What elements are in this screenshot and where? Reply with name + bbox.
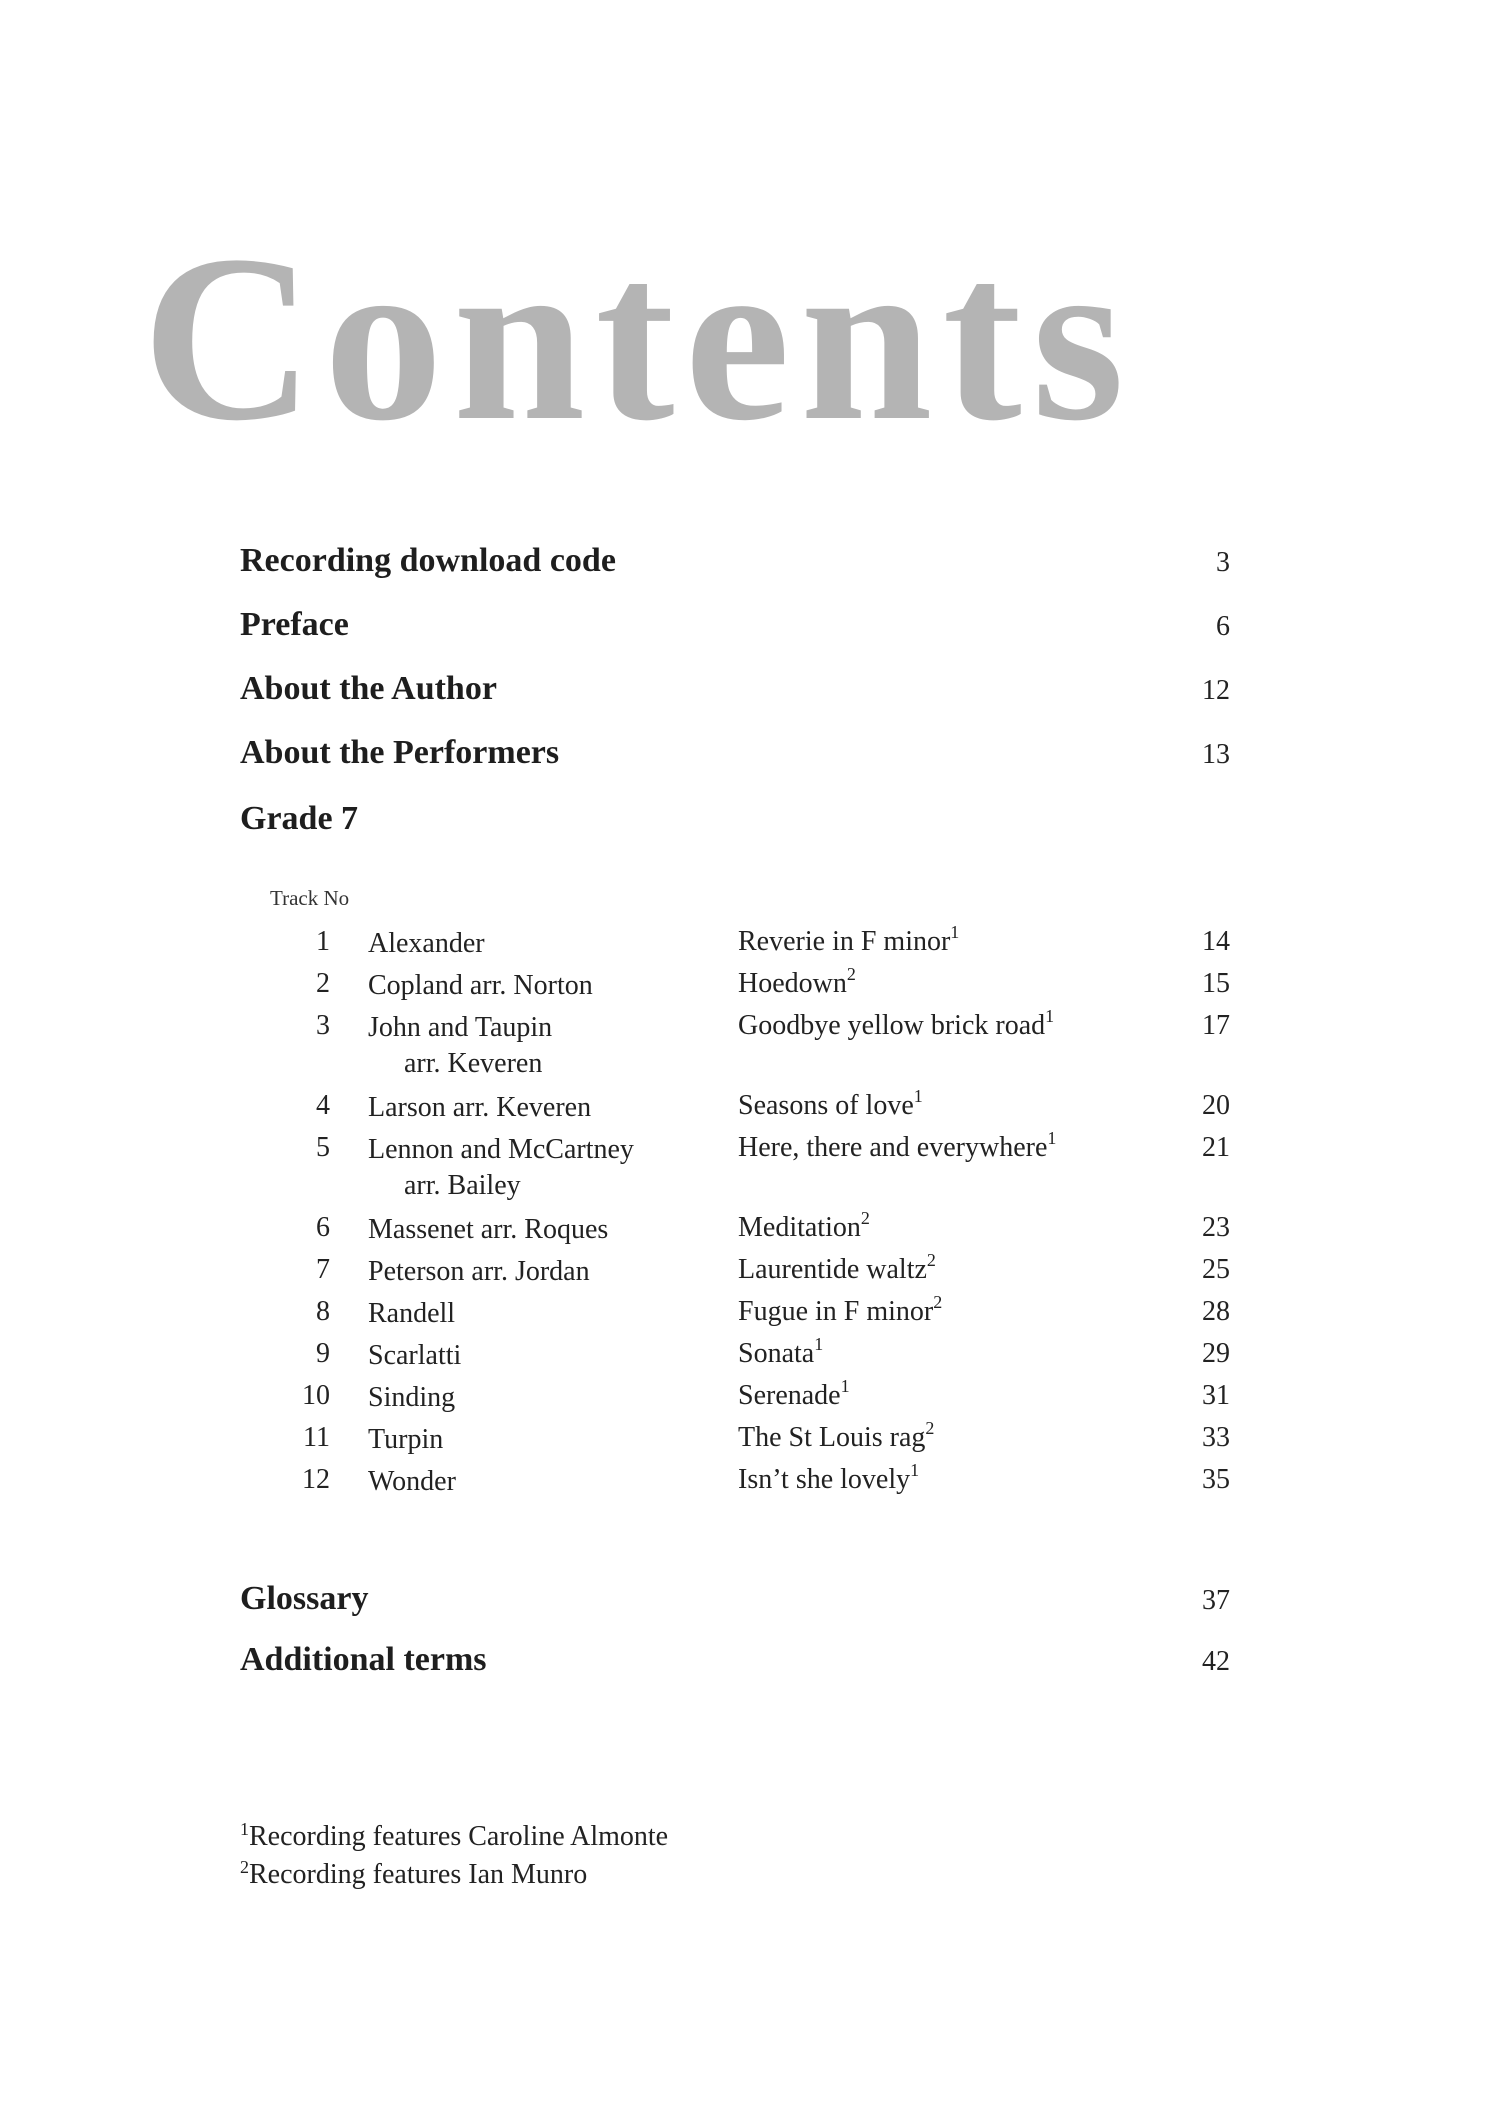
track-row[interactable] [0, 1418, 1500, 1464]
track-arranger: arr. Bailey [404, 1170, 521, 1201]
toc-entry-additional-terms[interactable] [240, 1641, 1230, 1679]
track-row[interactable] [0, 964, 1500, 1010]
track-number: 10 [302, 1380, 330, 1411]
track-page: 31 [1202, 1380, 1230, 1411]
track-piece: Isn’t she lovely$^1$ [738, 1460, 920, 1495]
footnotes [240, 1818, 668, 1894]
track-row[interactable] [0, 1376, 1500, 1422]
track-composer: Scarlatti [368, 1340, 462, 1371]
footnote-mark: 2 [846, 964, 856, 984]
toc-entry-label: Recording download code [240, 542, 616, 579]
track-number: 5 [316, 1132, 330, 1163]
track-composer: John and Taupin arr. Keveren [368, 1010, 728, 1082]
track-page: 25 [1202, 1254, 1230, 1285]
track-row[interactable] [0, 922, 1500, 968]
footnote [240, 1856, 668, 1894]
track-piece: Laurentide waltz$^2$ [738, 1250, 936, 1285]
track-number-header: Track No [270, 886, 350, 910]
footnote-text: Recording features Ian Munro [249, 1859, 588, 1890]
track-page: 20 [1202, 1090, 1230, 1121]
grade-heading: Grade 7 [240, 800, 359, 837]
track-composer: Wonder [368, 1466, 456, 1497]
track-number: 2 [316, 968, 330, 999]
track-number: 11 [303, 1422, 330, 1453]
track-row[interactable] [0, 1334, 1500, 1380]
footnote-mark: 2 [926, 1250, 936, 1270]
toc-entry-preface[interactable] [240, 606, 1230, 644]
track-page: 23 [1202, 1212, 1230, 1243]
track-composer: Alexander [368, 928, 485, 959]
track-number: 6 [316, 1212, 330, 1243]
footnote-text: Recording features Caroline Almonte [249, 1821, 669, 1852]
track-page: 14 [1202, 926, 1230, 957]
track-composer: Randell [368, 1298, 456, 1329]
track-row[interactable] [0, 1292, 1500, 1338]
toc-entry-label: Preface [240, 606, 349, 643]
footnote-mark: 1 [240, 1819, 249, 1839]
track-piece: Fugue in F minor$^2$ [738, 1292, 943, 1327]
toc-entry-page: 12 [1202, 675, 1230, 706]
track-piece: Serenade$^1$ [738, 1376, 850, 1411]
track-page: 33 [1202, 1422, 1230, 1453]
toc-entry-about-the-author[interactable] [240, 670, 1230, 708]
track-number: 3 [316, 1010, 330, 1041]
toc-entry-page: 6 [1216, 611, 1230, 642]
footnote-mark: 1 [814, 1334, 824, 1354]
toc-entry-label: Glossary [240, 1580, 369, 1617]
footnote-mark: 2 [933, 1292, 943, 1312]
track-page: 28 [1202, 1296, 1230, 1327]
track-row[interactable] [0, 1460, 1500, 1506]
track-page: 17 [1202, 1010, 1230, 1041]
track-composer: Massenet arr. Roques [368, 1214, 609, 1245]
footnote-mark: 1 [1047, 1128, 1057, 1148]
footnote-mark: 2 [240, 1857, 249, 1877]
toc-entry-page: 37 [1202, 1585, 1230, 1616]
toc-entry-page: 42 [1202, 1646, 1230, 1677]
toc-entry-label: About the Author [240, 670, 497, 707]
track-row[interactable] [0, 1128, 1500, 1212]
track-piece: Seasons of love$^1$ [738, 1086, 923, 1121]
footnote-mark: 1 [913, 1086, 923, 1106]
toc-entry-page: 13 [1202, 739, 1230, 770]
track-composer: Copland arr. Norton [368, 970, 593, 1001]
footnote-mark: 2 [860, 1208, 870, 1228]
track-piece: Hoedown$^2$ [738, 964, 856, 999]
track-piece: Goodbye yellow brick road$^1$ [738, 1006, 1055, 1041]
track-composer: Peterson arr. Jordan [368, 1256, 590, 1287]
toc-entry-page: 3 [1216, 547, 1230, 578]
track-piece: The St Louis rag$^2$ [738, 1418, 935, 1453]
track-arranger: arr. Keveren [404, 1048, 543, 1079]
track-number: 7 [316, 1254, 330, 1285]
track-piece: Meditation$^2$ [738, 1208, 870, 1243]
track-piece: Reverie in F minor$^1$ [738, 922, 960, 957]
footnote-mark: 1 [950, 922, 960, 942]
track-row[interactable] [0, 1250, 1500, 1296]
track-row[interactable] [0, 1006, 1500, 1090]
track-piece: Sonata$^1$ [738, 1334, 824, 1369]
toc-entry-label: About the Performers [240, 734, 560, 771]
track-number: 12 [302, 1464, 330, 1495]
footnote-mark: 1 [1045, 1006, 1055, 1026]
track-page: 29 [1202, 1338, 1230, 1369]
footnote-mark: 1 [840, 1376, 850, 1396]
track-piece: Here, there and everywhere$^1$ [738, 1128, 1057, 1163]
track-composer: Lennon and McCartney arr. Bailey [368, 1132, 728, 1204]
toc-entry-recording-download-code[interactable] [240, 542, 1230, 580]
track-number: 8 [316, 1296, 330, 1327]
track-number: 4 [316, 1090, 330, 1121]
track-page: 21 [1202, 1132, 1230, 1163]
track-number: 1 [316, 926, 330, 957]
footnote-mark: 2 [925, 1418, 935, 1438]
track-composer: Larson arr. Keveren [368, 1092, 592, 1123]
track-composer: Turpin [368, 1424, 444, 1455]
footnote [240, 1818, 668, 1856]
footnote-mark: 1 [910, 1460, 920, 1480]
track-number: 9 [316, 1338, 330, 1369]
track-list [0, 922, 1500, 1506]
page-title: Contents [142, 207, 1135, 470]
track-page: 15 [1202, 968, 1230, 999]
toc-entry-about-the-performers[interactable] [240, 734, 1230, 772]
toc-entry-label: Additional terms [240, 1641, 487, 1678]
toc-entry-glossary[interactable] [240, 1580, 1230, 1618]
track-row[interactable] [0, 1208, 1500, 1254]
track-row[interactable] [0, 1086, 1500, 1132]
track-page: 35 [1202, 1464, 1230, 1495]
track-composer: Sinding [368, 1382, 456, 1413]
